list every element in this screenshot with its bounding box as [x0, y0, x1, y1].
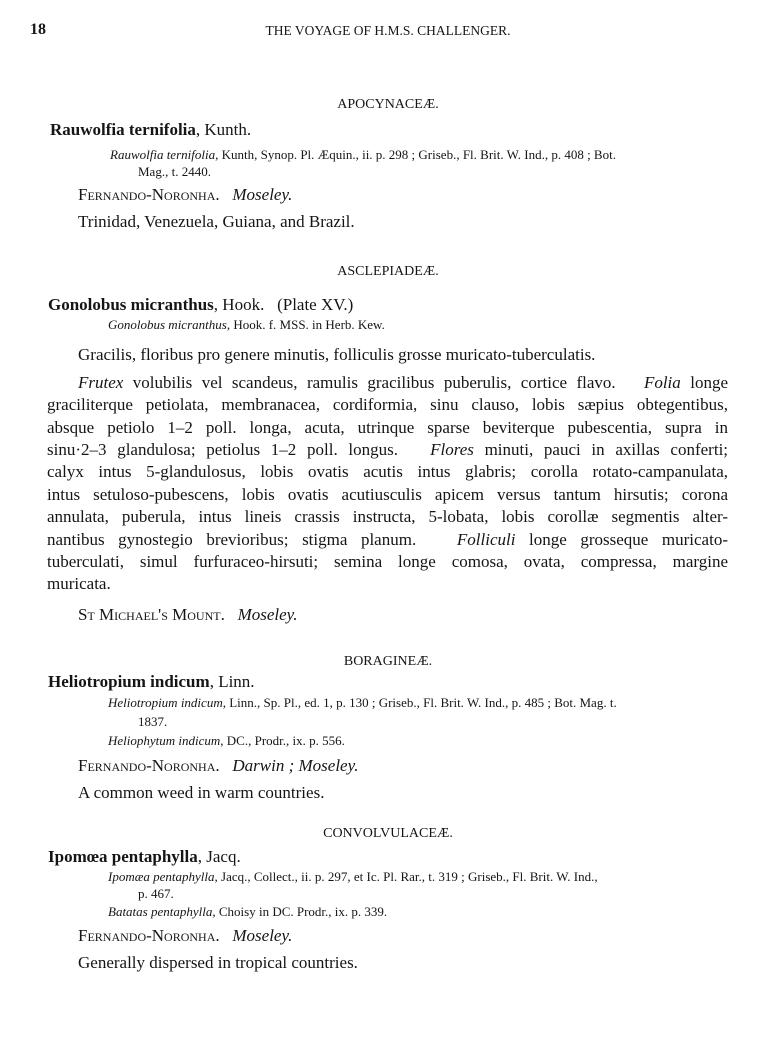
description-line: sinu·2–3 glandulosa; petiolus 1–2 poll. longus. Flores minuti, pauci in axillas conferti; [47, 440, 729, 459]
locality: St Michael's Mount. Moseley. [78, 605, 298, 624]
reference-cont: Mag., t. 2440. [138, 164, 211, 179]
diagnosis: Gracilis, floribus pro genere minutis, folliculis grosse muricato-tuberculatis. [78, 345, 596, 364]
description-line: intus setuloso-pubescens, lobis ovatis acutiusculis apicem versus tantum hirsutis; corona [47, 485, 728, 504]
family-heading: APOCYNACEÆ. [337, 97, 439, 112]
description-line: muricata. [47, 574, 111, 593]
running-title: THE VOYAGE OF H.M.S. CHALLENGER. [265, 23, 511, 38]
description-line: nantibus gynostegio brevioribus; stigma planum. Folliculi longe grosseque muricato- [47, 530, 728, 549]
locality: Fernando-Noronha. Darwin ; Moseley. [78, 756, 359, 775]
family-heading: CONVOLVULACEÆ. [323, 826, 453, 841]
description-line: absque petiolo 1–2 poll. longa, acuta, utrinque sparse beviterque pubescentia, supra in [47, 418, 728, 437]
reference: Ipomæa pentaphylla, Jacq., Collect., ii. p. 297, et Ic. Pl. Rar., t. 319 ; Griseb., Fl. Brit. W. Ind., [108, 869, 598, 884]
reference-cont: 1837. [138, 714, 168, 729]
description-line: tuberculati, simul furfuraceo-hirsuti; semina longe comosa, ovata, compressa, margine [47, 552, 728, 571]
distribution: A common weed in warm countries. [78, 783, 325, 802]
species-heading: Ipomœa pentaphylla, Jacq. [48, 847, 241, 866]
reference: Batatas pentaphylla, Choisy in DC. Prodr., ix. p. 339. [108, 904, 388, 919]
description-line: calyx intus 5-glandulosus, lobis ovatis acutis intus glabris; corolla rotato-campanulata, [47, 462, 728, 481]
reference-cont: p. 467. [138, 886, 174, 901]
family-heading: BORAGINEÆ. [343, 654, 433, 669]
page-number: 18 [30, 21, 46, 38]
distribution: Generally dispersed in tropical countries. [78, 953, 358, 972]
reference: Rauwolfia ternifolia, Kunth, Synop. Pl. Æquin., ii. p. 298 ; Griseb., Fl. Brit. W. Ind., p. 408 ; Bot. [110, 147, 616, 162]
locality: Fernando-Noronha. Moseley. [78, 926, 293, 945]
species-heading: Gonolobus micranthus, Hook. (Plate XV.) [48, 295, 354, 314]
reference: Heliotropium indicum, Linn., Sp. Pl., ed. 1, p. 130 ; Griseb., Fl. Brit. W. Ind., p. 485 ; Bot. Mag. t. [108, 695, 617, 710]
locality: Fernando-Noronha. Moseley. [78, 185, 293, 204]
species-heading: Heliotropium indicum, Linn. [48, 672, 255, 691]
species-heading: Rauwolfia ternifolia, Kunth. [50, 120, 252, 139]
reference: Gonolobus micranthus, Hook. f. MSS. in Herb. Kew. [108, 317, 385, 332]
family-heading: ASCLEPIADEÆ. [337, 264, 439, 279]
reference: Heliophytum indicum, DC., Prodr., ix. p. 556. [108, 733, 345, 748]
description-line: Frutex volubilis vel scandeus, ramulis gracilibus puberulis, cortice flavo. Folia longe [78, 373, 728, 392]
distribution: Trinidad, Venezuela, Guiana, and Brazil. [78, 212, 355, 231]
description-line: annulata, puberula, intus lineis crassis instructa, 5-lobata, lobis corollæ segmentis alter- [47, 507, 728, 526]
description-line: graciliterque petiolata, membranacea, cordiformia, sinu clauso, lobis sæpius obtegentibus, [47, 395, 728, 414]
